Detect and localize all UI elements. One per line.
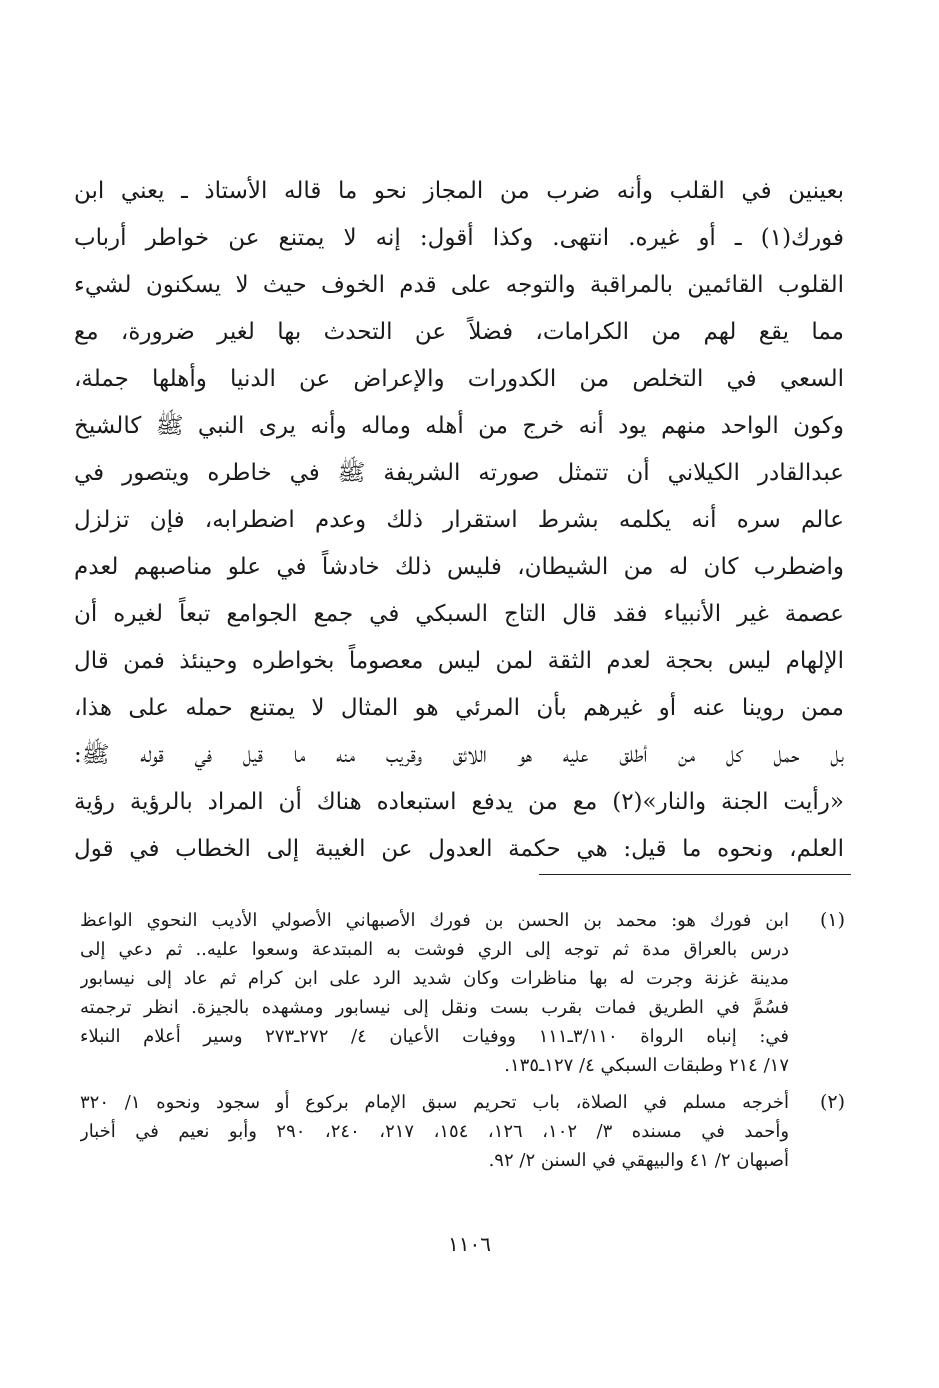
footnote-line: ابن فورك هو: محمد بن الحسن بن فورك الأصبهاني الأصولي الأديب النحوي الواعظ [80,910,789,931]
text-line: عبدالقادر الكيلاني أن تتمثل صورته الشريفة ﷺ في خاطره ويتصور في [74,460,844,486]
footnotes [80,906,845,1183]
text-line: واضطرب كان له من الشيطان، فليس ذلك خادشاً في علو مناصبهم لعدم [74,554,844,580]
footnote-line: درس بالعراق مدة ثم توجه إلى الري فوشت به المبتدعة وسعوا عليه.. ثم دعي إلى [80,939,789,960]
main-text [74,168,844,873]
text-line: عالم سره أنه يكلمه بشرط استقرار ذلك وعدم اضطرابه، فإن تزلزل [74,507,844,533]
text-line: عصمة غير الأنبياء فقد قال التاج السبكي في جمع الجوامع تبعاً لغيره أن [74,601,844,627]
footnote-number: (٢) [819,1091,845,1113]
footnote-line: فسُمَّ في الطريق فمات بقرب بست ونقل إلى نيسابور ومشهده بالجيزة. انظر ترجمته [80,997,789,1018]
footnote-text [80,1088,789,1175]
text-line: «رأيت الجنة والنار»(٢) مع من يدفع استبعاده هناك أن المراد بالرؤية رؤية [74,789,844,815]
text-line: السعي في التخلص من الكدورات والإعراض عن الدنيا وأهلها جملة، [74,366,844,392]
text-line: العلم، ونحوه ما قيل: هي حكمة العدول عن الغيبة إلى الخطاب في قول [74,836,844,862]
footnote-separator [539,874,851,875]
text-line: الإلهام ليس بحجة لعدم الثقة لمن ليس معصوماً بخواطره وحينئذ فمن قال [74,648,844,674]
text-line: وكون الواحد منهم يود أنه خرج من أهله وماله وأنه يرى النبي ﷺ كالشيخ [74,413,844,439]
footnote-number: (١) [819,909,845,931]
footnote-line: في: إنباه الرواة ٣/١١٠ـ١١١ ووفيات الأعيان ٤/ ٢٧٢ـ٢٧٣ وسير أعلام النبلاء [80,1026,789,1047]
footnote-1 [80,906,845,1080]
footnote-line: وأحمد في مسنده ٣/ ١٠٢، ١٢٦، ١٥٤، ٢١٧، ٢٤٠، ٢٩٠ وأبو نعيم في أخبار [80,1121,789,1142]
text-line: بل حمل كل من أطلق عليه هو اللائق وقريب منه ما قيل في قوله ﷺ: [74,742,844,768]
page-number: ١١٠٦ [448,1232,491,1256]
footnote-line: مدينة غزنة وجرت له بها مناظرات وكان شديد الرد على ابن كرام ثم عاد إلى نيسابور [80,968,789,989]
footnote-2 [80,1088,845,1175]
footnote-line: أخرجه مسلم في الصلاة، باب تحريم سبق الإمام بركوع أو سجود ونحوه ١/ ٣٢٠ [80,1092,789,1113]
text-line: ممن روينا عنه أو غيرهم بأن المرئي هو المثال لا يمتنع حمله على هذا، [74,695,844,721]
text-line: القلوب القائمين بالمراقبة والتوجه على قدم الخوف حيث لا يسكنون لشيء [74,272,844,298]
text-line: بعينين في القلب وأنه ضرب من المجاز نحو ما قاله الأستاذ ـ يعني ابن [74,178,844,204]
footnote-line: أصبهان ٢/ ٤١ والبيهقي في السنن ٢/ ٩٢. [488,1150,789,1171]
text-line: مما يقع لهم من الكرامات، فضلاً عن التحدث بها لغير ضرورة، مع [74,319,844,345]
footnote-text [80,906,789,1080]
footnote-line: ١٧/ ٢١٤ وطبقات السبكي ٤/ ١٢٧ـ١٣٥. [504,1055,789,1076]
text-line: فورك(١) ـ أو غيره. انتهى. وكذا أقول: إنه لا يمتنع عن خواطر أرباب [74,225,844,251]
